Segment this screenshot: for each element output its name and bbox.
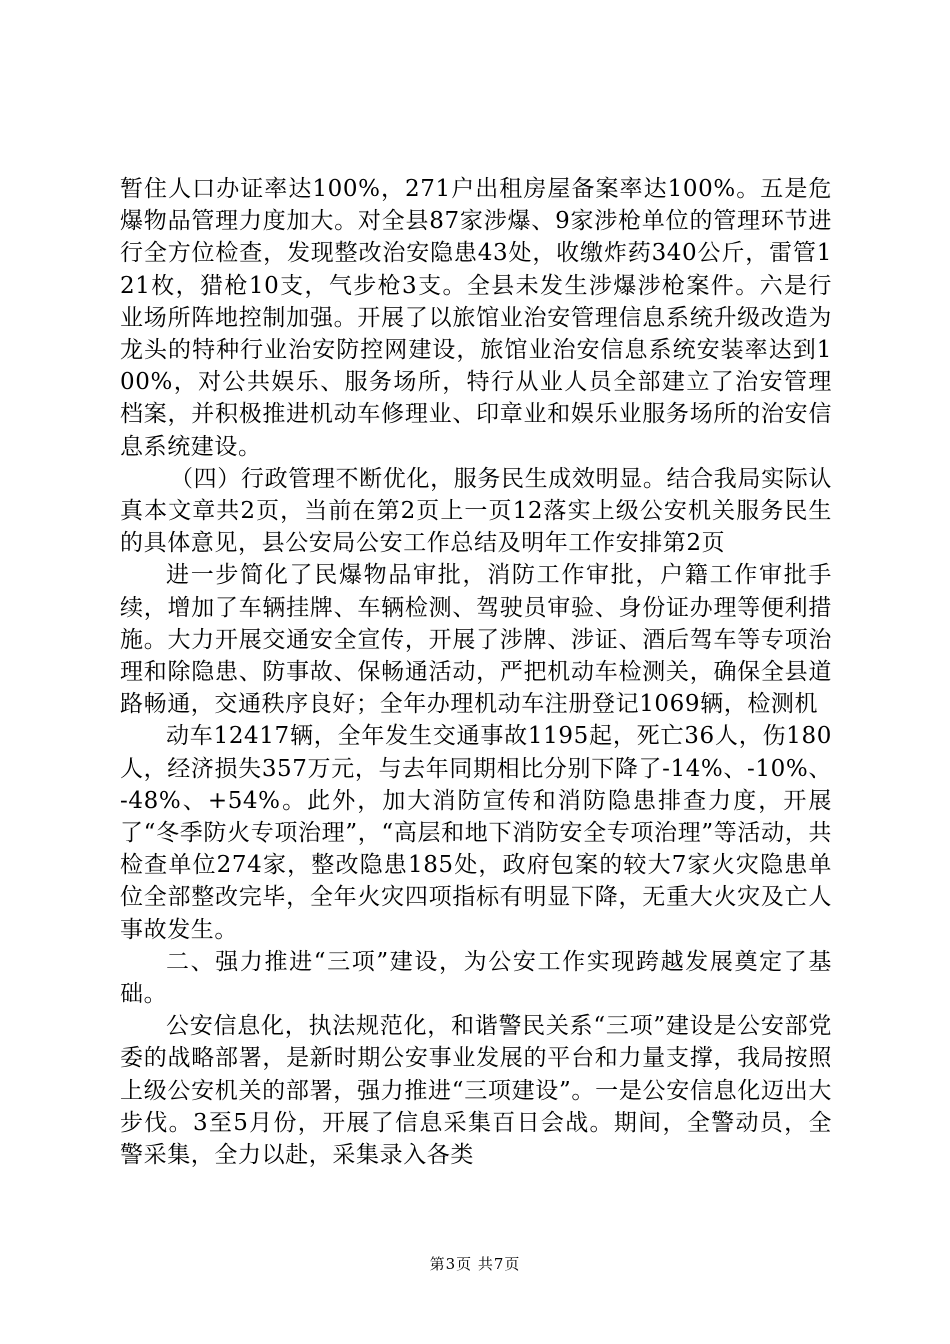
paragraph-4: 动车12417辆，全年发生交通事故1195起，死亡36人，伤180人，经济损失357万元，与去年同期相比分别下降了-14%、-10%、-48%、+54%。此外，加大消防宣传和消防隐患排查力度，开展了“冬季防火专项治理”，“高层和地下消防安全专项治理”等活动，共检查单位274家，整改隐患185处，政府包案的较大7家火灾隐患单位全部整改完毕，全年火灾四项指标有明显下降，无重大火灾及亡人事故发生。 bbox=[120, 723, 832, 943]
document-body bbox=[120, 173, 832, 1171]
paragraph-1: 暂住人口办证率达100%，271户出租房屋备案率达100%。五是危爆物品管理力度加大。对全县87家涉爆、9家涉枪单位的管理环节进行全方位检查，发现整改治安隐患43处，收缴炸药340公斤，雷管121枚，猎枪10支，气步枪3支。全县未发生涉爆涉枪案件。六是行业场所阵地控制加强。开展了以旅馆业治安管理信息系统升级改造为龙头的特种行业治安防控网建设，旅馆业治安信息系统安装率达到100%，对公共娱乐、服务场所，特行从业人员全部建立了治安管理档案，并积极推进机动车修理业、印章业和娱乐业服务场所的治安信息系统建设。 bbox=[120, 176, 832, 460]
section-heading: 二、强力推进“三项”建设，为公安工作实现跨越发展奠定了基础。 bbox=[120, 948, 832, 1008]
paragraph-2: （四）行政管理不断优化，服务民生成效明显。结合我局实际认真本文章共2页，当前在第2页上一页12落实上级公安机关服务民生的具体意见，县公安局公安工作总结及明年工作安排第2页 bbox=[120, 465, 832, 557]
paragraph-3: 进一步简化了民爆物品审批，消防工作审批，户籍工作审批手续，增加了车辆挂牌、车辆检测、驾驶员审验、身份证办理等便利措施。大力开展交通安全宣传，开展了涉牌、涉证、酒后驾车等专项治理和除隐患、防事故、保畅通活动，严把机动车检测关，确保全县道路畅通，交通秩序良好；全年办理机动车注册登记1069辆，检测机 bbox=[120, 562, 832, 718]
page-number-footer: 第3页 共7页 bbox=[429, 1255, 521, 1273]
paragraph-5: 公安信息化，执法规范化，和谐警民关系“三项”建设是公安部党委的战略部署，是新时期公安事业发展的平台和力量支撑，我局按照上级公安机关的部署，强力推进“三项建设”。一是公安信息化迈出大步伐。3至5月份，开展了信息采集百日会战。期间，全警动员，全警采集，全力以赴，采集录入各类 bbox=[120, 1013, 832, 1169]
